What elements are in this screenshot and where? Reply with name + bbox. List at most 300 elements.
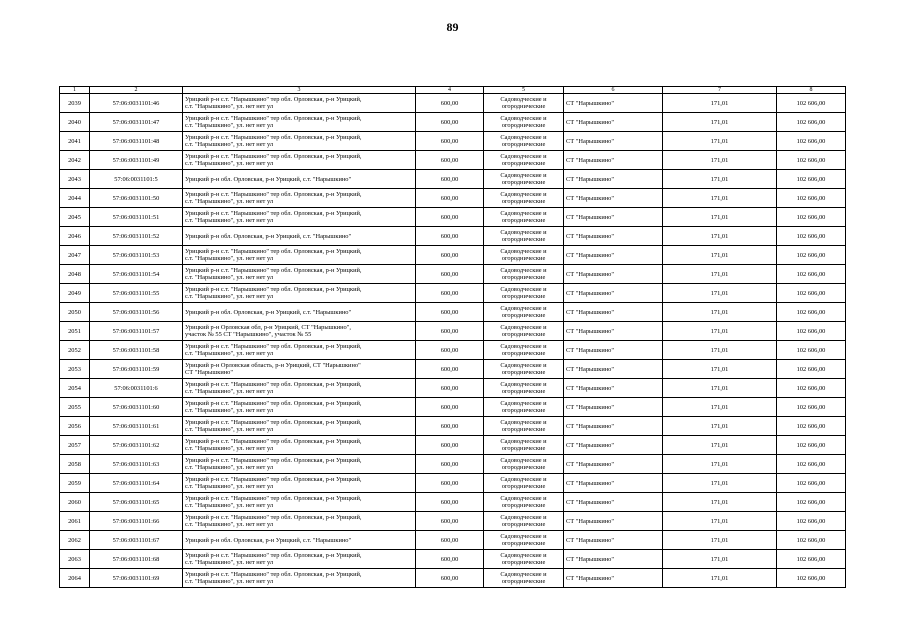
permitted-use-cell-line: Садоводческие и [500,381,547,388]
organization-cell: СТ "Нарышкино" [564,550,663,569]
permitted-use-cell-line: огороднические [501,122,546,129]
area-cell: 600,00 [416,436,484,455]
organization-cell: СТ "Нарышкино" [564,569,663,588]
address-cell-line: с.т. "Нарышкино", ул. нет нет ул [185,160,274,167]
permitted-use-cell-line: Садоводческие и [500,286,547,293]
area-cell: 600,00 [416,550,484,569]
address-cell-line: Урицкий р-н с.т. "Нарышкино" тер обл. Орловская, р-н Урицкий, [185,552,362,559]
address-cell-line: Урицкий р-н обл. Орловская, р-н Урицкий, с.т. "Нарышкино" [185,536,352,544]
organization-cell: СТ "Нарышкино" [564,493,663,512]
table-row [60,94,846,113]
area-cell: 600,00 [416,170,484,189]
permitted-use-cell-line: огороднические [501,103,546,110]
rate-cell: 171,01 [663,246,777,265]
value-cell: 102 606,00 [777,360,846,379]
cadastral-number-cell: 57:06:0031101:54 [90,265,183,284]
address-cell-line: Урицкий р-н с.т. "Нарышкино" тер обл. Орловская, р-н Урицкий, [185,400,362,407]
value-cell: 102 606,00 [777,94,846,113]
cadastral-number-cell: 57:06:0031101:57 [90,322,183,341]
address-cell-line: с.т. "Нарышкино", ул. нет нет ул [185,521,274,528]
value-cell: 102 606,00 [777,436,846,455]
row-number-cell: 2045 [60,208,90,227]
address-cell-line: с.т. "Нарышкино", ул. нет нет ул [185,426,274,433]
address-cell-line: Урицкий р-н обл. Орловская, р-н Урицкий, с.т. "Нарышкино" [185,175,352,183]
address-cell [183,151,416,170]
address-cell-line: с.т. "Нарышкино", ул. нет нет ул [185,388,274,395]
permitted-use-cell-line: огороднические [501,578,546,585]
rate-cell: 171,01 [663,208,777,227]
address-cell [183,569,416,588]
row-number-cell: 2043 [60,170,90,189]
table-row [60,569,846,588]
organization-cell: СТ "Нарышкино" [564,94,663,113]
rate-cell: 171,01 [663,94,777,113]
permitted-use-cell-line: огороднические [501,388,546,395]
value-cell: 102 606,00 [777,512,846,531]
address-cell-line: с.т. "Нарышкино", ул. нет нет ул [185,502,274,509]
permitted-use-cell [484,246,564,265]
permitted-use-cell [484,208,564,227]
area-cell: 600,00 [416,417,484,436]
rate-cell: 171,01 [663,151,777,170]
cadastral-number-cell: 57:06:0031101:5 [90,170,183,189]
address-cell-line: с.т. "Нарышкино", ул. нет нет ул [185,122,274,129]
column-number: 4 [416,87,484,94]
permitted-use-cell-line: огороднические [501,179,546,186]
permitted-use-cell-line: огороднические [501,350,546,357]
address-cell-line: с.т. "Нарышкино", ул. нет нет ул [185,559,274,566]
value-cell: 102 606,00 [777,493,846,512]
permitted-use-cell [484,455,564,474]
address-cell-line: с.т. "Нарышкино", ул. нет нет ул [185,141,274,148]
value-cell: 102 606,00 [777,531,846,550]
organization-cell: СТ "Нарышкино" [564,379,663,398]
permitted-use-cell-line: Садоводческие и [500,343,547,350]
row-number-cell: 2046 [60,227,90,246]
permitted-use-cell-line: Садоводческие и [500,191,547,198]
row-number-cell: 2050 [60,303,90,322]
address-cell [183,493,416,512]
address-cell [183,455,416,474]
address-cell-line: с.т. "Нарышкино", ул. нет нет ул [185,103,274,110]
permitted-use-cell [484,151,564,170]
table-row [60,379,846,398]
value-cell: 102 606,00 [777,284,846,303]
rate-cell: 171,01 [663,303,777,322]
permitted-use-cell-line: Садоводческие и [500,495,547,502]
cadastral-number-cell: 57:06:0031101:46 [90,94,183,113]
address-cell-line: участок № 55 СТ "Нарышкино", участок № 55 [185,331,312,338]
rate-cell: 171,01 [663,189,777,208]
permitted-use-cell-line: Садоводческие и [500,438,547,445]
address-cell [183,379,416,398]
organization-cell: СТ "Нарышкино" [564,132,663,151]
organization-cell: СТ "Нарышкино" [564,341,663,360]
address-cell-line: Урицкий р-н с.т. "Нарышкино" тер обл. Орловская, р-н Урицкий, [185,343,362,350]
rate-cell: 171,01 [663,550,777,569]
permitted-use-cell-line: Садоводческие и [500,210,547,217]
area-cell: 600,00 [416,341,484,360]
permitted-use-cell-line: огороднические [501,483,546,490]
address-cell-line: Урицкий р-н с.т. "Нарышкино" тер обл. Орловская, р-н Урицкий, [185,267,362,274]
organization-cell: СТ "Нарышкино" [564,151,663,170]
rate-cell: 171,01 [663,512,777,531]
address-cell-line: Урицкий р-н с.т. "Нарышкино" тер обл. Орловская, р-н Урицкий, [185,476,362,483]
value-cell: 102 606,00 [777,265,846,284]
cadastral-number-cell: 57:06:0031101:65 [90,493,183,512]
permitted-use-cell-line: Садоводческие и [500,248,547,255]
rate-cell: 171,01 [663,531,777,550]
row-number-cell: 2049 [60,284,90,303]
permitted-use-cell [484,474,564,493]
permitted-use-cell-line: огороднические [501,293,546,300]
area-cell: 600,00 [416,493,484,512]
value-cell: 102 606,00 [777,132,846,151]
permitted-use-cell [484,227,564,246]
table-row [60,151,846,170]
table-row [60,360,846,379]
permitted-use-cell-line: Садоводческие и [500,134,547,141]
table-row [60,284,846,303]
organization-cell: СТ "Нарышкино" [564,474,663,493]
permitted-use-cell-line: Садоводческие и [500,115,547,122]
table-row [60,398,846,417]
rate-cell: 171,01 [663,493,777,512]
rate-cell: 171,01 [663,341,777,360]
row-number-cell: 2039 [60,94,90,113]
address-cell-line: Урицкий р-н с.т. "Нарышкино" тер обл. Орловская, р-н Урицкий, [185,153,362,160]
address-cell [183,512,416,531]
value-cell: 102 606,00 [777,208,846,227]
permitted-use-cell [484,436,564,455]
address-cell [183,284,416,303]
area-cell: 600,00 [416,189,484,208]
organization-cell: СТ "Нарышкино" [564,455,663,474]
address-cell [183,94,416,113]
permitted-use-cell-line: Садоводческие и [500,172,547,179]
table-row [60,189,846,208]
permitted-use-cell-line: огороднические [501,274,546,281]
cadastral-number-cell: 57:06:0031101:55 [90,284,183,303]
cadastral-number-cell: 57:06:0031101:61 [90,417,183,436]
address-cell [183,550,416,569]
value-cell: 102 606,00 [777,322,846,341]
address-cell-line: с.т. "Нарышкино", ул. нет нет ул [185,350,274,357]
address-cell [183,398,416,417]
area-cell: 600,00 [416,512,484,531]
organization-cell: СТ "Нарышкино" [564,512,663,531]
value-cell: 102 606,00 [777,379,846,398]
permitted-use-cell-line: огороднические [501,559,546,566]
permitted-use-cell [484,531,564,550]
permitted-use-cell-line: Садоводческие и [500,96,547,103]
cadastral-number-cell: 57:06:0031101:62 [90,436,183,455]
permitted-use-cell-line: огороднические [501,521,546,528]
row-number-cell: 2056 [60,417,90,436]
cadastral-number-cell: 57:06:0031101:58 [90,341,183,360]
permitted-use-cell-line: Садоводческие и [500,324,547,331]
area-cell: 600,00 [416,132,484,151]
value-cell: 102 606,00 [777,550,846,569]
permitted-use-cell-line: Садоводческие и [500,476,547,483]
row-number-cell: 2044 [60,189,90,208]
permitted-use-cell-line: Садоводческие и [500,305,547,312]
permitted-use-cell [484,132,564,151]
row-number-cell: 2063 [60,550,90,569]
address-cell [183,531,416,550]
cadastral-number-cell: 57:06:0031101:67 [90,531,183,550]
row-number-cell: 2041 [60,132,90,151]
permitted-use-cell [484,265,564,284]
rate-cell: 171,01 [663,436,777,455]
table-row [60,436,846,455]
table-row [60,417,846,436]
cadastral-number-cell: 57:06:0031101:68 [90,550,183,569]
cadastral-number-cell: 57:06:0031101:64 [90,474,183,493]
rate-cell: 171,01 [663,227,777,246]
address-cell-line: Урицкий р-н обл. Орловская, р-н Урицкий, с.т. "Нарышкино" [185,308,352,316]
rate-cell: 171,01 [663,132,777,151]
value-cell: 102 606,00 [777,398,846,417]
area-cell: 600,00 [416,398,484,417]
address-cell-line: Урицкий р-н обл. Орловская, р-н Урицкий, с.т. "Нарышкино" [185,232,352,240]
address-cell-line: Урицкий р-н с.т. "Нарышкино" тер обл. Орловская, р-н Урицкий, [185,286,362,293]
column-number: 5 [484,87,564,94]
area-cell: 600,00 [416,322,484,341]
rate-cell: 171,01 [663,322,777,341]
address-cell-line: Урицкий р-н Орловская область, р-н Урицкий, СТ "Нарышкино" [185,362,361,369]
permitted-use-cell-line: огороднические [501,255,546,262]
address-cell [183,189,416,208]
column-number: 1 [60,87,90,94]
table-row [60,227,846,246]
permitted-use-cell [484,341,564,360]
rate-cell: 171,01 [663,170,777,189]
organization-cell: СТ "Нарышкино" [564,436,663,455]
address-cell-line: с.т. "Нарышкино", ул. нет нет ул [185,255,274,262]
permitted-use-cell-line: Садоводческие и [500,514,547,521]
column-number: 8 [777,87,846,94]
cadastral-number-cell: 57:06:0031101:59 [90,360,183,379]
permitted-use-cell [484,189,564,208]
table-row [60,246,846,265]
permitted-use-cell [484,512,564,531]
row-number-cell: 2055 [60,398,90,417]
table-row [60,493,846,512]
address-cell [183,322,416,341]
permitted-use-cell [484,284,564,303]
table-row [60,170,846,189]
organization-cell: СТ "Нарышкино" [564,360,663,379]
column-number: 6 [564,87,663,94]
column-number-row [60,87,846,94]
rate-cell: 171,01 [663,455,777,474]
row-number-cell: 2042 [60,151,90,170]
area-cell: 600,00 [416,227,484,246]
cadastral-number-cell: 57:06:0031101:47 [90,113,183,132]
permitted-use-cell-line: огороднические [501,369,546,376]
permitted-use-cell-line: Садоводческие и [500,362,547,369]
organization-cell: СТ "Нарышкино" [564,208,663,227]
register-body [60,94,846,588]
table-row [60,303,846,322]
organization-cell: СТ "Нарышкино" [564,284,663,303]
value-cell: 102 606,00 [777,113,846,132]
address-cell-line: Урицкий р-н Орловская обл, р-н Урицкий, СТ "Нарышкино", [185,324,351,331]
area-cell: 600,00 [416,265,484,284]
row-number-cell: 2040 [60,113,90,132]
area-cell: 600,00 [416,379,484,398]
permitted-use-cell-line: Садоводческие и [500,457,547,464]
table-row [60,132,846,151]
column-number: 7 [663,87,777,94]
address-cell-line: Урицкий р-н с.т. "Нарышкино" тер обл. Орловская, р-н Урицкий, [185,210,362,217]
address-cell-line: Урицкий р-н с.т. "Нарышкино" тер обл. Орловская, р-н Урицкий, [185,495,362,502]
cadastral-number-cell: 57:06:0031101:53 [90,246,183,265]
address-cell-line: Урицкий р-н с.т. "Нарышкино" тер обл. Орловская, р-н Урицкий, [185,115,362,122]
value-cell: 102 606,00 [777,341,846,360]
cadastral-number-cell: 57:06:0031101:50 [90,189,183,208]
permitted-use-cell [484,493,564,512]
permitted-use-cell [484,417,564,436]
column-number: 3 [183,87,416,94]
row-number-cell: 2059 [60,474,90,493]
table-row [60,474,846,493]
address-cell-line: с.т. "Нарышкино", ул. нет нет ул [185,445,274,452]
rate-cell: 171,01 [663,265,777,284]
permitted-use-cell-line: огороднические [501,217,546,224]
address-cell-line: Урицкий р-н с.т. "Нарышкино" тер обл. Орловская, р-н Урицкий, [185,419,362,426]
permitted-use-cell [484,360,564,379]
rate-cell: 171,01 [663,379,777,398]
address-cell-line: Урицкий р-н с.т. "Нарышкино" тер обл. Орловская, р-н Урицкий, [185,191,362,198]
address-cell [183,360,416,379]
address-cell [183,208,416,227]
permitted-use-cell-line: Садоводческие и [500,267,547,274]
row-number-cell: 2060 [60,493,90,512]
address-cell-line: Урицкий р-н с.т. "Нарышкино" тер обл. Орловская, р-н Урицкий, [185,381,362,388]
permitted-use-cell-line: Садоводческие и [500,400,547,407]
address-cell-line: Урицкий р-н с.т. "Нарышкино" тер обл. Орловская, р-н Урицкий, [185,96,362,103]
permitted-use-cell-line: огороднические [501,540,546,547]
value-cell: 102 606,00 [777,474,846,493]
address-cell-line: СТ "Нарышкино" [185,369,233,376]
rate-cell: 171,01 [663,569,777,588]
row-number-cell: 2047 [60,246,90,265]
cadastral-number-cell: 57:06:0031101:49 [90,151,183,170]
permitted-use-cell [484,94,564,113]
row-number-cell: 2064 [60,569,90,588]
rate-cell: 171,01 [663,417,777,436]
value-cell: 102 606,00 [777,227,846,246]
permitted-use-cell-line: огороднические [501,426,546,433]
address-cell [183,474,416,493]
address-cell [183,113,416,132]
row-number-cell: 2052 [60,341,90,360]
organization-cell: СТ "Нарышкино" [564,265,663,284]
organization-cell: СТ "Нарышкино" [564,170,663,189]
address-cell-line: с.т. "Нарышкино", ул. нет нет ул [185,293,274,300]
organization-cell: СТ "Нарышкино" [564,303,663,322]
permitted-use-cell-line: огороднические [501,445,546,452]
permitted-use-cell-line: огороднические [501,160,546,167]
address-cell [183,246,416,265]
organization-cell: СТ "Нарышкино" [564,227,663,246]
value-cell: 102 606,00 [777,151,846,170]
address-cell-line: Урицкий р-н с.т. "Нарышкино" тер обл. Орловская, р-н Урицкий, [185,248,362,255]
permitted-use-cell-line: Садоводческие и [500,153,547,160]
value-cell: 102 606,00 [777,246,846,265]
organization-cell: СТ "Нарышкино" [564,189,663,208]
permitted-use-cell-line: Садоводческие и [500,571,547,578]
table-row [60,208,846,227]
permitted-use-cell [484,170,564,189]
address-cell-line: с.т. "Нарышкино", ул. нет нет ул [185,578,274,585]
address-cell-line: Урицкий р-н с.т. "Нарышкино" тер обл. Орловская, р-н Урицкий, [185,134,362,141]
address-cell [183,227,416,246]
area-cell: 600,00 [416,246,484,265]
area-cell: 600,00 [416,360,484,379]
cadastral-number-cell: 57:06:0031101:56 [90,303,183,322]
organization-cell: СТ "Нарышкино" [564,113,663,132]
permitted-use-cell [484,322,564,341]
address-cell-line: Урицкий р-н с.т. "Нарышкино" тер обл. Орловская, р-н Урицкий, [185,514,362,521]
area-cell: 600,00 [416,151,484,170]
permitted-use-cell [484,379,564,398]
cadastral-number-cell: 57:06:0031101:66 [90,512,183,531]
area-cell: 600,00 [416,208,484,227]
area-cell: 600,00 [416,531,484,550]
cadastral-number-cell: 57:06:0031101:69 [90,569,183,588]
permitted-use-cell [484,398,564,417]
organization-cell: СТ "Нарышкино" [564,531,663,550]
page-number: 89 [446,20,459,34]
table-row [60,531,846,550]
permitted-use-cell [484,113,564,132]
permitted-use-cell-line: огороднические [501,312,546,319]
cadastral-number-cell: 57:06:0031101:63 [90,455,183,474]
permitted-use-cell [484,550,564,569]
rate-cell: 171,01 [663,113,777,132]
permitted-use-cell-line: Садоводческие и [500,552,547,559]
address-cell-line: с.т. "Нарышкино", ул. нет нет ул [185,483,274,490]
address-cell [183,170,416,189]
permitted-use-cell-line: Садоводческие и [500,229,547,236]
column-number: 2 [90,87,183,94]
permitted-use-cell-line: огороднические [501,331,546,338]
cadastral-number-cell: 57:06:0031101:48 [90,132,183,151]
row-number-cell: 2061 [60,512,90,531]
address-cell-line: с.т. "Нарышкино", ул. нет нет ул [185,464,274,471]
area-cell: 600,00 [416,284,484,303]
area-cell: 600,00 [416,94,484,113]
address-cell-line: с.т. "Нарышкино", ул. нет нет ул [185,198,274,205]
row-number-cell: 2058 [60,455,90,474]
area-cell: 600,00 [416,113,484,132]
address-cell [183,303,416,322]
permitted-use-cell [484,303,564,322]
address-cell-line: с.т. "Нарышкино", ул. нет нет ул [185,217,274,224]
rate-cell: 171,01 [663,398,777,417]
permitted-use-cell-line: Садоводческие и [500,533,547,540]
address-cell-line: с.т. "Нарышкино", ул. нет нет ул [185,407,274,414]
row-number-cell: 2062 [60,531,90,550]
address-cell [183,341,416,360]
value-cell: 102 606,00 [777,455,846,474]
rate-cell: 171,01 [663,474,777,493]
permitted-use-cell-line: огороднические [501,236,546,243]
cadastral-number-cell: 57:06:0031101:52 [90,227,183,246]
